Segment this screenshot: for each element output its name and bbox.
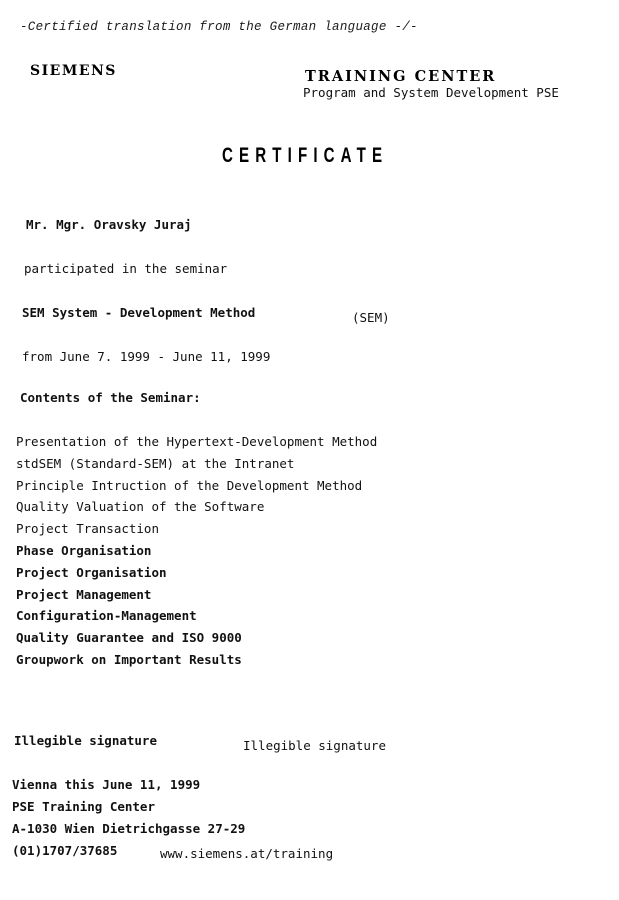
list-item: Presentation of the Hypertext-Development Method — [16, 434, 378, 449]
website-link[interactable]: www.siemens.at/training — [160, 846, 334, 861]
list-item: Quality Guarantee and ISO 9000 — [16, 630, 242, 646]
signature-right: Illegible signature — [243, 738, 386, 753]
list-item: Principle Intruction of the Development Method — [16, 477, 363, 493]
phone-number: (01)1707/37685 — [12, 843, 118, 858]
seminar-contents-list — [16, 434, 377, 674]
list-item: Project Management — [16, 586, 152, 602]
siemens-logo: SIEMENS — [30, 63, 117, 79]
address: A-1030 Wien Dietrichgasse 27-29 — [12, 821, 246, 836]
contents-heading: Contents of the Seminar: — [20, 390, 201, 405]
participation-text: participated in the seminar — [24, 261, 228, 276]
place-date: Vienna this June 11, 1999 — [12, 777, 201, 792]
translation-note: -Certified translation from the German language -/- — [20, 20, 418, 34]
list-item: Phase Organisation — [16, 542, 152, 558]
department-title: TRAINING CENTER — [305, 68, 497, 85]
seminar-name: SEM System - Development Method — [22, 305, 256, 320]
recipient-name: Mr. Mgr. Oravsky Juraj — [26, 217, 192, 232]
list-item: Quality Valuation of the Software — [16, 499, 265, 515]
list-item: stdSEM (Standard-SEM) at the Intranet — [16, 455, 295, 471]
date-range: from June 7. 1999 - June 11, 1999 — [22, 349, 271, 364]
seminar-abbrev: (SEM) — [352, 310, 390, 325]
list-item: Configuration-Management — [16, 608, 197, 624]
organization-name: PSE Training Center — [12, 799, 155, 814]
signature-left: Illegible signature — [14, 733, 157, 748]
list-item: Project Transaction — [16, 521, 159, 537]
certificate-title: CERTIFICATE — [222, 144, 389, 167]
list-item: Project Organisation — [16, 564, 167, 580]
list-item: Groupwork on Important Results — [16, 651, 242, 667]
department-subtitle: Program and System Development PSE — [303, 85, 559, 100]
